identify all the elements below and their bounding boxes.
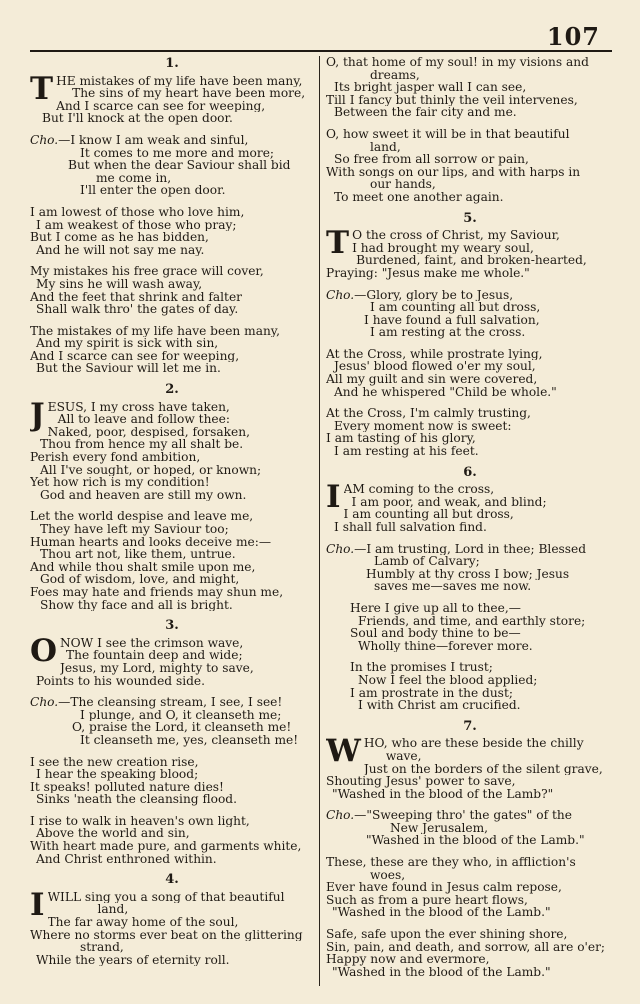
verse-line [30,561,314,574]
verse-line [326,928,614,941]
verse-line [326,894,614,907]
stanza [30,265,314,315]
chorus-label: Cho. [326,542,355,556]
verse-text: NOW I see the crimson wave, [60,636,244,650]
verse-text: Human hearts and looks deceive me:— [30,535,272,549]
verse-line [60,637,314,650]
verse-line [56,100,314,113]
verse-line [30,954,314,967]
verse-text: saves me—saves me now. [374,580,532,593]
verse-text: At the Cross, while prostrate lying, [326,347,543,361]
verse-text: Burdened, faint, and broken-hearted, [356,254,587,267]
verse-text: —"Sweeping thro' the gates" of the [354,809,572,822]
verse-text: But I come as he has bidden, [30,231,209,244]
hymn [326,56,614,204]
verse-text: land, [97,903,129,917]
verse-text: AM coming to the cross, [343,483,495,496]
verse-text: And Christ enthroned within. [36,852,217,866]
verse-text: Happy now and evermore, [326,953,490,966]
verse-line [30,523,314,536]
verse-line [30,853,314,866]
verse-line [326,56,614,69]
hymn [326,718,614,979]
verse-text: Above the world and sin, [36,827,190,841]
verse-line [30,510,314,523]
verse-line [326,360,614,373]
verse-line [56,87,314,100]
verse-text: Between the fair city and me. [334,106,517,119]
verse-text: I am counting all but dross, [370,301,541,314]
drop-cap: W [326,733,361,770]
chorus [30,134,314,197]
stanza [326,56,614,119]
verse-line [30,303,314,316]
right-column [326,56,614,984]
verse-line [30,159,314,172]
verse-text: But when the dear Saviour shall bid [68,159,291,172]
verse-line [326,81,614,94]
verse-line [326,788,614,801]
verse-text: our hands, [370,178,436,191]
verse-text: Shall walk thro' the gates of day. [36,303,239,316]
verse-line [30,219,314,232]
verse-line [326,856,614,869]
verse-text: wave, [385,749,422,763]
verse-text: With songs on our lips, and with harps in [326,165,581,179]
verse-text: They have left my Saviour too; [40,523,229,536]
verse-text: I am lowest of those who love him, [30,205,245,219]
verse-text: God and heaven are still my own. [40,488,247,502]
hymn [326,210,614,458]
verse-line [30,548,314,561]
verse-text: God of wisdom, love, and might, [40,573,240,586]
verse-text: Soul and body thine to be— [350,627,521,640]
stanza [30,510,314,611]
verse-text: I am tasting of his glory, [326,432,476,446]
drop-cap: T [326,225,350,262]
verse-text: New Jerusalem, [390,821,489,835]
verse-text: The mistakes of my life have been many, [30,324,280,338]
verse-line [30,265,314,278]
hymn-number: 4. [165,872,179,888]
verse-line [30,768,314,781]
verse-line [30,476,314,489]
verse-line [30,696,314,709]
verse-line [48,891,314,904]
verse-line [352,242,614,255]
verse-line [30,325,314,338]
verse-text: Safe, safe upon the ever shining shore, [326,928,568,941]
verse-line [326,687,614,700]
verse-line [326,191,614,204]
verse-text: But the Saviour will let me in. [36,362,221,376]
verse-text: WILL sing you a song of that beautiful [47,890,285,904]
verse-text: It speaks! polluted nature dies! [30,780,224,794]
stanza [326,928,614,978]
verse-line [30,231,314,244]
verse-text: O the cross of Christ, my Saviour, [352,229,560,242]
verse-text: It cleanseth me, yes, cleanseth me! [80,733,299,747]
verse-line [30,337,314,350]
stanza [326,479,614,534]
verse-line [326,674,614,687]
verse-text: Friends, and time, and earthly store; [358,614,586,628]
verse-text: Just on the borders of the silent grave, [363,762,603,776]
header-rule [30,50,612,52]
verse-text: land, [370,140,401,154]
verse-text: The fountain deep and wide; [66,649,243,662]
hymn-number: 5. [463,210,477,226]
stanza [30,325,314,375]
verse-line [30,793,314,806]
verse-text: With heart made pure, and garments white, [30,840,302,853]
column-divider [319,56,320,986]
verse-text: And my spirit is sick with sin, [36,337,219,350]
verse-text: All I've sought, or hoped, or known; [40,463,262,477]
verse-text: "Washed in the blood of the Lamb?" [332,787,554,801]
verse-line [326,445,614,458]
verse-text: It comes to me more and more; [80,146,275,160]
verse-line [326,432,614,445]
verse-text: And I scarce can see for weeping, [30,349,240,363]
verse-text: Lamb of Calvary; [374,555,480,568]
verse-line [30,599,314,612]
verse-line [326,289,614,302]
verse-line [364,737,614,750]
verse-text: I shall full salvation find. [334,521,487,534]
verse-line [326,699,614,712]
verse-line [326,906,614,919]
verse-line [326,834,614,847]
hymn-number: 6. [463,464,477,480]
page-number: 107 [546,22,600,51]
verse-text: Thou from hence my all shalt be. [40,438,244,452]
verse-line [326,267,614,280]
verse-text: To meet one another again. [334,190,504,204]
verse-line [326,420,614,433]
verse-text: Sinks 'neath the cleansing flood. [36,793,237,806]
stanza [30,396,314,502]
verse-line [30,206,314,219]
verse-line [48,903,314,916]
chorus [30,696,314,746]
verse-text: The far away home of the soul, [47,916,239,929]
verse-text: Its bright jasper wall I can see, [334,81,527,94]
stanza [326,407,614,457]
verse-text: Shouting Jesus' power to save, [326,775,516,788]
verse-text: I am counting all but dross, [343,508,514,521]
verse-text: I plunge, and O, it cleanseth me; [80,708,282,722]
verse-text: woes, [370,868,406,882]
verse-text: I'll enter the open door. [80,184,226,197]
verse-line [30,721,314,734]
verse-text: O, how sweet it will be in that beautiful [326,127,570,141]
verse-text: O, that home of my soul! in my visions and [326,56,589,69]
verse-text: And the feet that shrink and falter [30,290,242,304]
verse-line [326,106,614,119]
verse-line [326,953,614,966]
chorus [326,543,614,593]
verse-text: —I am trusting, Lord in thee; Blessed [354,542,587,556]
chorus-label: Cho. [30,696,59,709]
chorus-label: Cho. [326,809,355,822]
drop-cap: O [30,632,58,669]
verse-line [48,401,314,414]
verse-text: I am prostrate in the dust; [350,686,513,700]
verse-text: All my guilt and sin were covered, [326,373,538,386]
verse-line [30,112,314,125]
chorus [326,289,614,339]
verse-line [326,822,614,835]
stanza [30,632,314,688]
verse-text: But I'll knock at the open door. [42,112,233,125]
verse-line [326,775,614,788]
verse-line [326,627,614,640]
verse-text: Let the world despise and leave me, [30,510,254,523]
chorus-label: Cho. [30,133,59,147]
verse-text: Show thy face and all is bright. [40,598,233,612]
verse-line [326,178,614,191]
verse-text: —The cleansing stream, I see, I see! [58,696,283,709]
verse-line [30,536,314,549]
verse-text: And he whispered "Child be whole." [334,385,557,399]
verse-text: O, praise the Lord, it cleanseth me! [72,721,292,734]
verse-text: So free from all sorrow or pain, [334,153,529,166]
hymn [30,620,314,865]
stanza [326,733,614,801]
verse-text: I have found a full salvation, [364,313,540,327]
left-column [30,56,314,984]
verse-text: Ever have found in Jesus calm repose, [326,881,562,894]
verse-line [30,278,314,291]
verse-line [30,291,314,304]
verse-text: Now I feel the blood applied; [358,673,538,687]
verse-text: The sins of my heart have been more, [72,87,306,100]
hymn [30,58,314,375]
verse-text: I with Christ am crucified. [358,699,521,712]
verse-line [30,350,314,363]
verse-text: My sins he will wash away, [36,277,203,291]
verse-text: In the promises I trust; [350,661,493,674]
drop-cap: I [326,479,341,516]
verse-text: Sin, pain, and death, and sorrow, all are o'er; [326,940,606,954]
verse-line [30,756,314,769]
verse-line [30,489,314,502]
chorus [326,809,614,847]
stanza [326,661,614,711]
verse-text: Every moment now is sweet: [334,419,512,433]
verse-line [352,229,614,242]
verse-line [326,94,614,107]
stanza [326,602,614,652]
drop-cap: J [30,396,45,433]
verse-line [30,929,314,942]
verse-line [326,407,614,420]
verse-line [344,483,614,496]
verse-text: Thou art not, like them, untrue. [40,548,236,561]
verse-line [326,348,614,361]
verse-line [326,326,614,339]
verse-text: dreams, [370,68,420,82]
verse-line [326,661,614,674]
verse-line [326,580,614,593]
verse-line [30,586,314,599]
verse-text: Jesus, my Lord, mighty to save, [60,661,254,675]
drop-cap: T [30,70,54,107]
verse-line [326,966,614,979]
verse-line [30,840,314,853]
verse-line [326,373,614,386]
verse-text: I rise to walk in heaven's own light, [30,814,250,828]
verse-text: And I scarce can see for weeping, [56,99,266,113]
verse-text: At the Cross, I'm calmly trusting, [326,407,531,420]
verse-line [48,916,314,929]
verse-line [30,781,314,794]
verse-line [326,941,614,954]
verse-line [326,314,614,327]
verse-text: strand, [80,941,124,954]
verse-line [326,69,614,82]
hymn-number: 1. [165,56,179,71]
verse-text: I hear the speaking blood; [36,768,199,781]
verse-text: I am resting at his feet. [334,445,479,458]
verse-line [352,254,614,267]
verse-text: Humbly at thy cross I bow; Jesus [366,567,570,581]
verse-line [326,128,614,141]
verse-line [60,662,314,675]
verse-text: me come in, [96,171,172,185]
stanza [326,856,614,919]
verse-line [30,362,314,375]
verse-text: And he will not say me nay. [36,243,205,257]
verse-line [30,941,314,954]
stanza [30,886,314,967]
hymn-number: 3. [165,618,179,634]
verse-line [30,827,314,840]
verse-line [30,573,314,586]
verse-line [326,543,614,556]
verse-line [364,750,614,763]
stanza [30,206,314,256]
stanza [30,756,314,806]
verse-line [326,881,614,894]
verse-line [326,809,614,822]
verse-line [326,153,614,166]
verse-text: I am weakest of those who pray; [36,218,237,232]
verse-line [30,147,314,160]
verse-line [30,709,314,722]
verse-line [30,172,314,185]
verse-line [326,301,614,314]
verse-line [326,615,614,628]
verse-line [30,134,314,147]
hymn [30,384,314,611]
verse-text: I had brought my weary soul, [352,241,534,255]
verse-line [30,464,314,477]
stanza [326,348,614,398]
verse-line [60,649,314,662]
verse-text: Where no storms ever beat on the glittering [30,928,303,942]
verse-text: Foes may hate and friends may shun me, [30,585,284,599]
verse-line [344,508,614,521]
verse-line [326,555,614,568]
stanza [326,128,614,204]
verse-text: Here I give up all to thee,— [350,601,521,615]
verse-text: And while thou shalt smile upon me, [30,560,256,574]
verse-line [326,602,614,615]
verse-text: HO, who are these beside the chilly [363,737,584,750]
verse-text: Praying: "Jesus make me whole." [326,266,530,280]
verse-line [30,438,314,451]
verse-line [48,426,314,439]
verse-text: I am poor, and weak, and blind; [351,495,547,509]
verse-text: "Washed in the blood of the Lamb." [332,906,551,920]
verse-line [30,244,314,257]
verse-line [326,141,614,154]
verse-text: All to leave and follow thee: [57,413,230,426]
verse-text: Jesus' blood flowed o'er my soul, [334,360,536,374]
verse-text: "Washed in the blood of the Lamb." [366,834,585,848]
verse-text: Perish every fond ambition, [30,451,201,464]
verse-line [30,451,314,464]
verse-line [56,75,314,88]
verse-line [344,496,614,509]
verse-text: "Washed in the blood of the Lamb." [332,965,551,979]
verse-text: While the years of eternity roll. [36,953,230,967]
verse-text: Wholly thine—forever more. [358,639,533,653]
verse-line [30,184,314,197]
hymn-number: 7. [463,718,477,734]
verse-text: —Glory, glory be to Jesus, [354,288,514,302]
verse-text: I am resting at the cross. [370,326,526,339]
verse-text: Such as from a pure heart flows, [326,893,528,907]
verse-line [30,734,314,747]
drop-cap: I [30,886,45,923]
verse-line [326,568,614,581]
verse-line [48,413,314,426]
verse-text: HE mistakes of my life have been many, [56,74,303,88]
verse-text: —I know I am weak and sinful, [58,133,249,147]
hymn [326,464,614,712]
verse-text: Yet how rich is my condition! [30,476,210,489]
verse-line [326,869,614,882]
verse-line [30,675,314,688]
verse-line [364,763,614,776]
verse-text: Till I fancy but thinly the veil intervenes, [326,93,578,107]
verse-text: Points to his wounded side. [36,674,205,688]
verse-text: My mistakes his free grace will cover, [30,265,264,278]
verse-text: ESUS, I my cross have taken, [47,400,230,414]
hymn-number: 2. [165,382,179,398]
stanza [30,70,314,125]
stanza [326,225,614,280]
verse-text: These, these are they who, in affliction's [326,856,576,869]
verse-line [326,640,614,653]
stanza [30,815,314,865]
verse-line [326,166,614,179]
chorus-label: Cho. [326,288,355,302]
hymn [30,874,314,966]
verse-text: I see the new creation rise, [30,755,199,769]
verse-line [30,815,314,828]
verse-line [326,386,614,399]
verse-line [326,521,614,534]
verse-text: Naked, poor, despised, forsaken, [47,425,250,439]
